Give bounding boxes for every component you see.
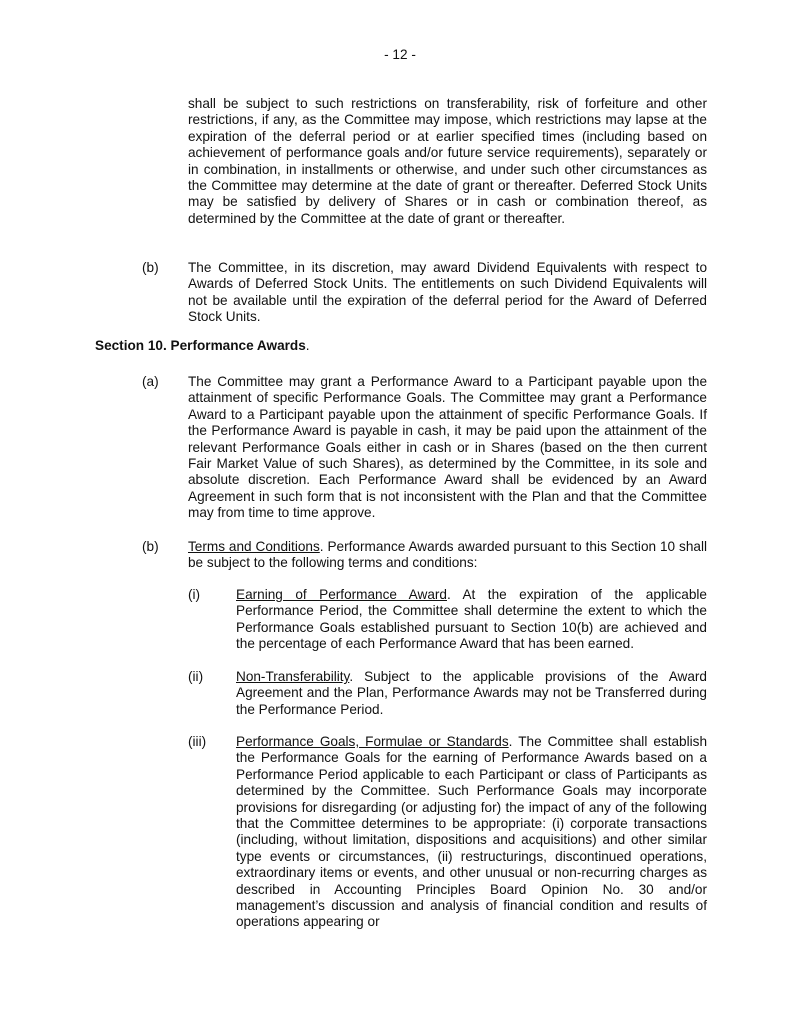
- section-10-heading-punct: .: [305, 338, 310, 353]
- performance-goals-text: . The Committee shall establish the Performance Goals for the earning of Performance Awards based on a Performance Period applicable to each Participant or class of Participants as determined by the Committee. Such Performance Goals may incorporate provisions for disregarding (or adjusting for) the impact of any of the following that the Committee determines to be appropriate: (i) corporate transactions (including, without limitation, dispositions and acquisitions) and other similar type events or circumstances, (ii) restructurings, discontinued operations, extraordinary items or events, and other unusual or non-recurring charges as described in Accounting Principles Board Opinion No. 30 and/or management’s discussion and analysis of financial condition and results of operations appearing or: [236, 734, 708, 930]
- item-label-ii: (ii): [188, 669, 204, 684]
- item-label-i: (i): [188, 587, 201, 602]
- non-transferability-text: . Subject to the applicable provisions of the Award Agreement and the Plan, Performance Awards may not be Transferred during the Performance Period.: [236, 669, 707, 717]
- item-label-10b: (b): [142, 539, 159, 554]
- earning-of-performance-award-paragraph: [236, 587, 707, 653]
- terms-and-conditions-title: Terms and Conditions: [188, 539, 320, 554]
- performance-goals-title: Performance Goals, Formulae or Standards: [236, 734, 509, 749]
- earning-title: Earning of Performance Award: [236, 587, 447, 602]
- performance-goals-paragraph: [236, 734, 707, 931]
- item-label-10a: (a): [142, 374, 159, 389]
- item-label-iii: (iii): [188, 734, 207, 749]
- continuation-paragraph: shall be subject to such restrictions on transferability, risk of forfeiture and other restrictions, if any, as the Committee may impose, which restrictions may lapse at the expiration of the deferral period or at earlier specified times (including based on achievement of performance goals and/or future service requirements), separately or in combination, in installments or otherwise, and under such other circumstances as the Committee may determine at the date of grant or thereafter. Deferred Stock Units may be satisfied by delivery of Shares or in cash or combination thereof, as determined by the Committee at the date of grant or thereafter.: [188, 96, 707, 226]
- item-label-9b: (b): [142, 260, 159, 275]
- earning-text: . At the expiration of the applicable Performance Period, the Committee shall determine the extent to which the Performance Goals established pursuant to Section 10(b) are achieved and the percentage of each Performance Award that has been earned.: [236, 587, 707, 652]
- page-number: - 12 -: [384, 47, 416, 62]
- non-transferability-paragraph: [236, 669, 707, 718]
- non-transferability-title: Non-Transferability: [236, 669, 350, 684]
- terms-and-conditions-text: . Performance Awards awarded pursuant to this Section 10 shall be subject to the following terms and conditions:: [188, 539, 707, 571]
- terms-and-conditions-paragraph: [188, 539, 707, 572]
- dividend-equivalents-paragraph: The Committee, in its discretion, may award Dividend Equivalents with respect to Awards of Deferred Stock Units. The entitlements on such Dividend Equivalents will not be available until the expiration of the deferral period for the Award of Deferred Stock Units.: [188, 260, 707, 325]
- section-10-heading-text: Section 10. Performance Awards: [95, 338, 306, 353]
- performance-award-grant-paragraph: The Committee may grant a Performance Award to a Participant payable upon the attainment of specific Performance Goals. The Committee may grant a Performance Award to a Participant payable upon the attainment of specific Performance Goals. If the Performance Award is payable in cash, it may be paid upon the attainment of the relevant Performance Goals either in cash or in Shares (based on the then current Fair Market Value of such Shares), as determined by the Committee, in its sole and absolute discretion. Each Performance Award shall be evidenced by an Award Agreement in such form that is not inconsistent with the Plan and that the Committee may from time to time approve.: [188, 374, 707, 521]
- section-10-heading: [95, 338, 310, 354]
